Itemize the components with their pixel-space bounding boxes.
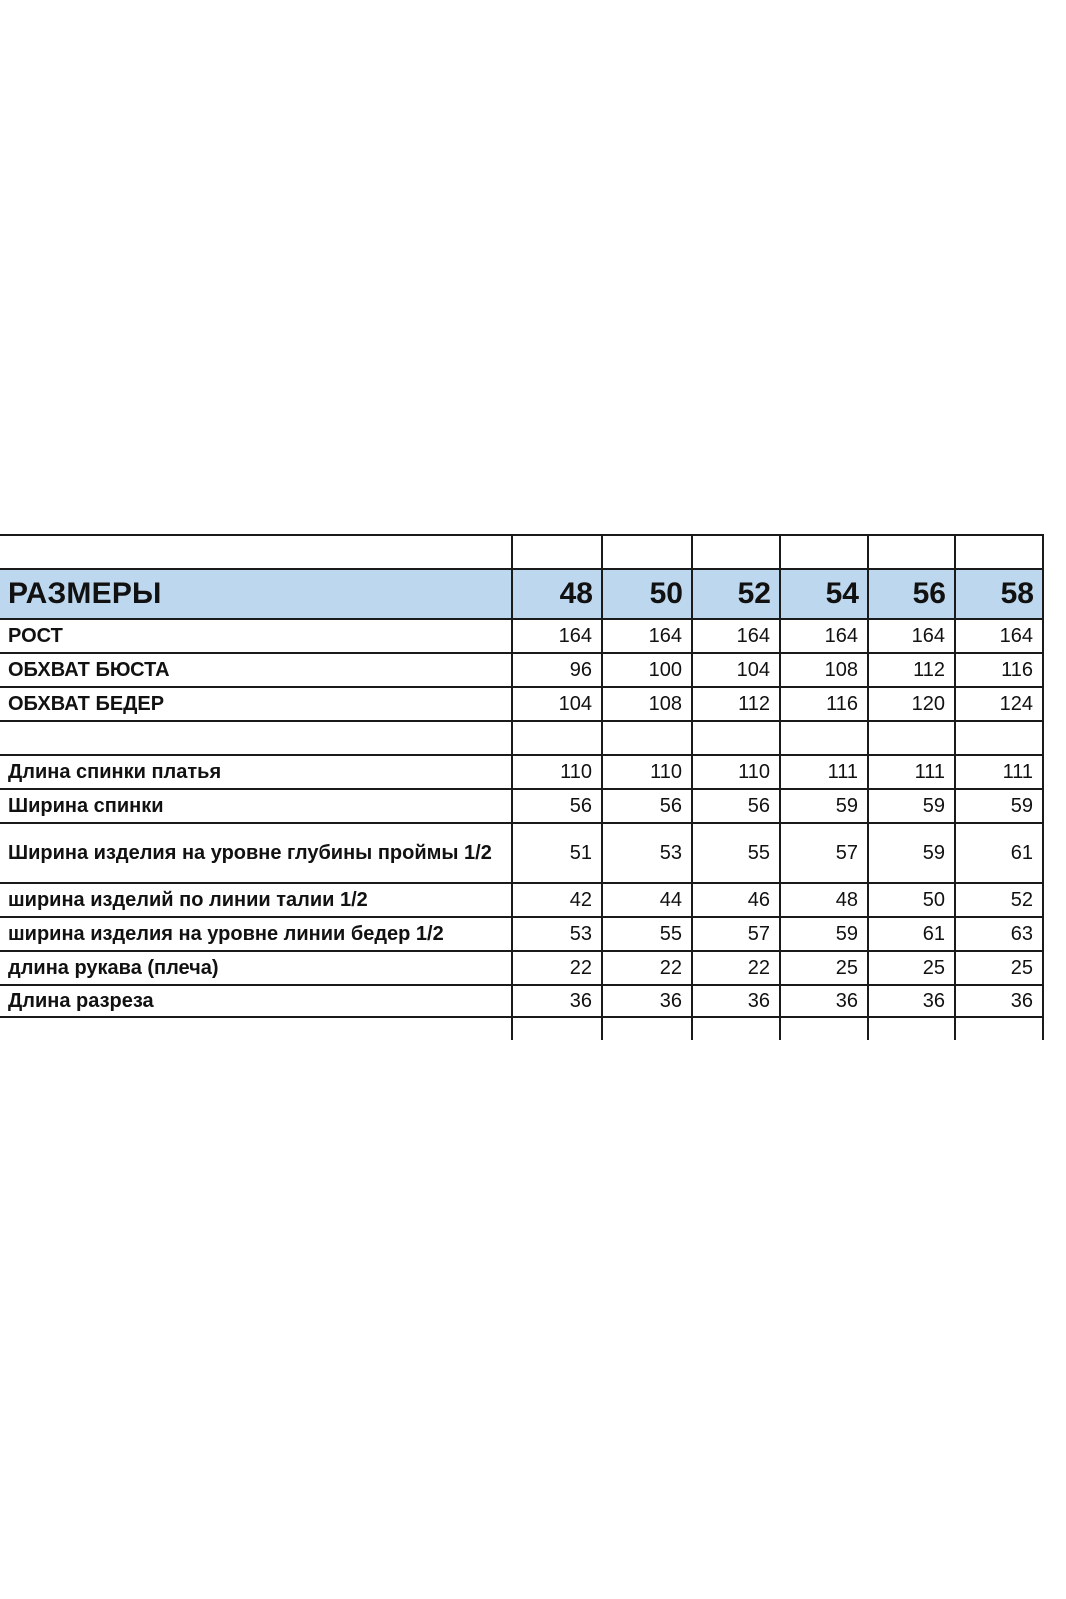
row-label: РОСТ [8,625,63,647]
table-cell: 164 [954,620,1044,652]
table-row [0,788,1044,822]
table-cell: 59 [867,790,954,822]
table-cell-empty [511,1018,601,1040]
table-cell-empty [867,536,954,568]
table-cell: 61 [867,918,954,950]
table-cell: 110 [691,756,779,788]
size-header-cell: 48 [511,570,601,618]
table-cell: 36 [954,986,1044,1016]
table-cell: 36 [691,986,779,1016]
table-row [0,618,1044,652]
table-cell: 111 [954,756,1044,788]
table-cell-empty [867,722,954,754]
row-label: Длина разреза [8,990,154,1012]
table-cell: 44 [601,884,691,916]
table-cell: 56 [601,790,691,822]
table-cell: 57 [691,918,779,950]
row-label: ширина изделий по линии талии 1/2 [8,889,368,911]
table-cell: 25 [867,952,954,984]
table-cell: 55 [601,918,691,950]
row-label: ОБХВАТ БЕДЕР [8,693,165,715]
table-cell: 55 [691,824,779,882]
size-chart-table [0,534,1044,1040]
table-cell-empty [779,536,867,568]
table-cell-empty [601,1018,691,1040]
size-header-cell: 56 [867,570,954,618]
table-cell: 46 [691,884,779,916]
table-cell-empty [954,1018,1044,1040]
table-row [0,822,1044,882]
table-cell: 56 [691,790,779,822]
table-cell: 53 [511,918,601,950]
table-cell: 164 [691,620,779,652]
table-cell: 104 [511,688,601,720]
row-label: ОБХВАТ БЮСТА [8,659,170,681]
table-cell-empty [954,722,1044,754]
table-row [0,754,1044,788]
table-header-row [0,568,1044,618]
table-cell: 22 [691,952,779,984]
table-cell: 108 [601,688,691,720]
header-label: РАЗМЕРЫ [8,577,162,610]
row-label: Ширина спинки [8,795,164,817]
table-cell-empty [601,722,691,754]
table-cell: 110 [601,756,691,788]
size-header-cell: 50 [601,570,691,618]
table-cell: 36 [779,986,867,1016]
table-cell: 111 [867,756,954,788]
table-cell: 164 [867,620,954,652]
table-cell: 116 [954,654,1044,686]
table-row [0,950,1044,984]
table-cell: 22 [601,952,691,984]
table-cell: 164 [511,620,601,652]
table-cell: 112 [691,688,779,720]
table-cell: 96 [511,654,601,686]
table-cell: 25 [779,952,867,984]
row-label: Длина спинки платья [8,761,222,783]
row-label: ширина изделия на уровне линии бедер 1/2 [8,923,444,945]
table-row [0,882,1044,916]
table-cell: 50 [867,884,954,916]
table-cell: 52 [954,884,1044,916]
table-cell-empty [0,536,511,568]
table-row [0,652,1044,686]
table-cell: 61 [954,824,1044,882]
table-cell-empty [691,722,779,754]
table-cell-empty [511,536,601,568]
table-cell: 110 [511,756,601,788]
table-cell-empty [0,1018,511,1040]
table-row-blank [0,720,1044,754]
table-cell: 111 [779,756,867,788]
row-label: Ширина изделия на уровне глубины проймы 1/2 [8,841,492,864]
table-cell: 25 [954,952,1044,984]
table-row-stub [0,1018,1044,1040]
size-header-cell: 58 [954,570,1044,618]
table-cell: 116 [779,688,867,720]
table-cell: 124 [954,688,1044,720]
table-cell: 36 [867,986,954,1016]
table-cell: 59 [779,918,867,950]
table-row [0,916,1044,950]
table-row [0,686,1044,720]
table-cell: 100 [601,654,691,686]
table-cell: 104 [691,654,779,686]
table-cell: 63 [954,918,1044,950]
table-cell: 22 [511,952,601,984]
table-cell-empty [0,722,511,754]
table-cell: 120 [867,688,954,720]
table-cell-empty [691,1018,779,1040]
row-label: длина рукава (плеча) [8,957,219,979]
table-cell-empty [867,1018,954,1040]
size-header-cell: 54 [779,570,867,618]
table-cell: 59 [779,790,867,822]
table-cell: 56 [511,790,601,822]
table-cell: 164 [779,620,867,652]
table-cell: 36 [511,986,601,1016]
table-cell: 42 [511,884,601,916]
table-cell: 48 [779,884,867,916]
table-cell: 53 [601,824,691,882]
table-cell-empty [691,536,779,568]
table-cell: 36 [601,986,691,1016]
table-row [0,984,1044,1018]
table-cell-empty [954,536,1044,568]
table-cell: 57 [779,824,867,882]
table-cell-empty [779,1018,867,1040]
table-cell: 164 [601,620,691,652]
table-cell: 59 [867,824,954,882]
table-cell-empty [601,536,691,568]
table-row-blank [0,534,1044,568]
table-cell-empty [779,722,867,754]
table-cell: 59 [954,790,1044,822]
table-cell-empty [511,722,601,754]
size-header-cell: 52 [691,570,779,618]
table-cell: 51 [511,824,601,882]
table-cell: 108 [779,654,867,686]
table-cell: 112 [867,654,954,686]
